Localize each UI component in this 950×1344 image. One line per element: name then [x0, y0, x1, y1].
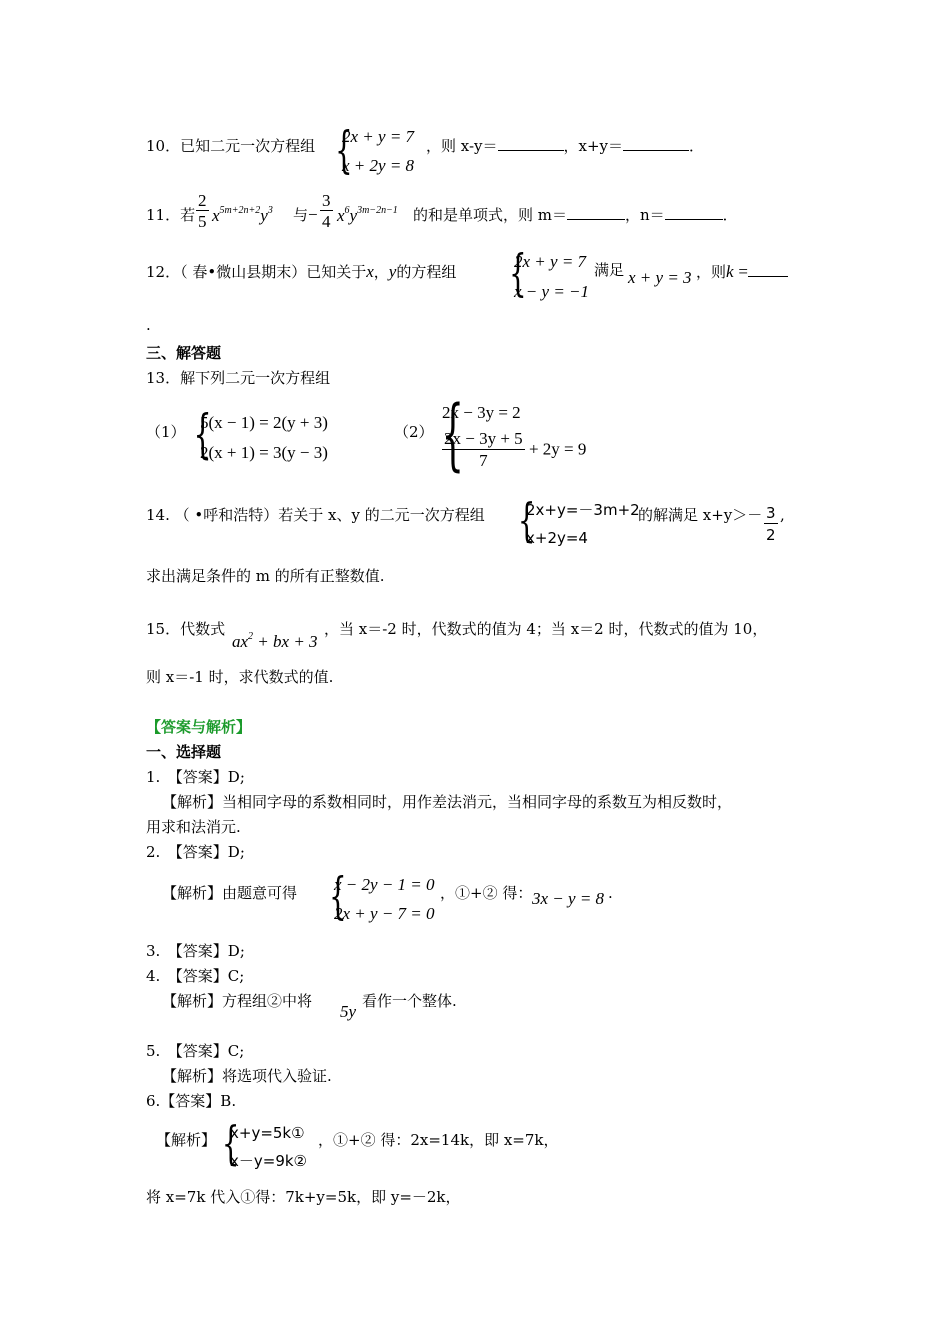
q14-frac-den: 2: [766, 526, 776, 544]
q11-line: [146, 208, 195, 223]
q14-fraction: [764, 503, 778, 546]
brace-icon: {: [441, 390, 464, 480]
a2-explanation-middle: ，①+② 得：: [440, 884, 533, 902]
q11-term2: [337, 206, 398, 224]
a4-answer: 4. 【答案】C;: [146, 967, 245, 985]
q11-term1: [212, 206, 273, 224]
q11-number: 11．: [146, 206, 181, 224]
q12-condition: x + y = 3: [628, 268, 692, 287]
q11-tail: [413, 208, 738, 223]
a4-explanation-prefix: 【解析】方程组②中将: [162, 992, 313, 1010]
q14-comma: ,: [780, 506, 785, 524]
q13-part2-fraction: [442, 429, 525, 472]
a5-answer: 5. 【答案】C;: [146, 1042, 245, 1060]
q11-t2-exp: 6: [344, 205, 350, 216]
q13-prompt: 13．解下列二元一次方程组: [146, 369, 331, 387]
q13-part1-eq1: 5(x − 1) = 2(y + 3): [200, 413, 328, 432]
q14-eq1: 2x+y=－3m+2: [526, 501, 640, 519]
a6-answer: 6.【答案】B.: [146, 1092, 237, 1110]
q11-frac1-den: 5: [198, 212, 207, 231]
a1-explanation-line2: 用求和法消元.: [146, 818, 241, 836]
q12-comma: ，: [373, 263, 389, 281]
q13-part2-rest: + 2y = 9: [528, 439, 587, 459]
q10-prompt: 已知二元一次方程组: [180, 137, 316, 155]
a6-explanation-prefix: 【解析】: [156, 1131, 217, 1149]
a2-answer: 2. 【答案】D;: [146, 843, 245, 861]
a2-period: .: [608, 884, 613, 902]
q12-text-satisfy: 满足: [594, 261, 625, 279]
q10-eq1: 2x + y = 7: [342, 127, 415, 146]
q11-t2-base: x: [337, 206, 345, 225]
q12-blank-k[interactable]: [748, 276, 788, 277]
q13-part2-frac-den: 7: [479, 451, 488, 470]
q11-prompt: 若: [180, 206, 196, 224]
q12-line: [146, 263, 456, 280]
q11-and: 与: [293, 206, 309, 224]
q10-period: ．: [689, 137, 705, 155]
q10-tail: [426, 139, 704, 154]
a6-eq1: x+y=5k①: [230, 1124, 305, 1142]
q12-text-then: ，则: [696, 263, 727, 281]
q12-tail: [594, 263, 624, 278]
a5-explanation: 【解析】将选项代入验证.: [162, 1067, 332, 1085]
brace-icon: {: [517, 493, 536, 547]
section-3-heading: 三、解答题: [146, 344, 222, 362]
q12-var-y: y: [388, 262, 397, 281]
q13-part1-eq2: 2(x + 1) = 3(y − 3): [200, 443, 328, 462]
q14-eq2: x+2y=4: [526, 529, 588, 547]
q14-condition-text: 的解满足 x+y＞－: [638, 506, 763, 524]
q10-blank-2[interactable]: [623, 150, 689, 151]
q10-number: 10．: [146, 137, 181, 155]
a4-expression: 5y: [340, 1002, 357, 1021]
q13-part2-eq1: 2x − 3y = 2: [442, 403, 521, 422]
q14-line2: 求出满足条件的 m 的所有正整数值.: [146, 567, 385, 585]
q10-text-xminusy: ，则 x-y＝: [426, 137, 498, 155]
brace-icon: {: [509, 244, 527, 302]
q11-frac2-den: 4: [322, 212, 331, 231]
q11-blank-n[interactable]: [665, 219, 723, 220]
a6-explanation-middle: ，①+② 得：2x=14k，即 x=7k，: [318, 1131, 559, 1149]
q12-equal-sign: =: [738, 262, 748, 281]
q11-text-m: 的和是单项式，则 m＝: [413, 206, 567, 224]
a1-explanation-line1: 【解析】当相同字母的系数相同时，用作差法消元，当相同字母的系数互为相反数时，: [162, 793, 733, 811]
q11-blank-m[interactable]: [567, 219, 625, 220]
answers-title: 【答案与解析】: [146, 718, 252, 736]
q10-blank-1[interactable]: [498, 150, 564, 151]
q12-eq1: 2x + y = 7: [514, 252, 587, 271]
brace-icon: {: [335, 121, 353, 179]
a2-explanation-prefix: 【解析】由题意可得: [162, 884, 298, 902]
q13-part2-label: （2）: [394, 423, 434, 441]
q12-eq2: x − y = −1: [514, 282, 590, 301]
q14-prompt: 14. （ •呼和浩特）若关于 x、y 的二元一次方程组: [146, 506, 485, 524]
q11-t2-y: y: [349, 206, 358, 225]
a4-explanation-end: 看作一个整体.: [362, 992, 457, 1010]
q11-text-n: ，n＝: [625, 206, 665, 224]
q13-part1-label: （1）: [146, 423, 186, 441]
q11-period: ．: [722, 206, 738, 224]
section-1-heading: 一、选择题: [146, 743, 222, 761]
q11-t1-exp: 5m+2n+2: [219, 205, 261, 216]
q15-prompt: 15．代数式: [146, 620, 226, 638]
q12-prompt: （ 春•微山县期末）已知关于: [180, 263, 367, 281]
a2-eq2: 2x + y − 7 = 0: [334, 904, 435, 923]
q11-minus: −: [308, 205, 318, 224]
a1-answer: 1. 【答案】D;: [146, 768, 245, 786]
q14-frac: [764, 503, 778, 546]
q15-text-values: ，当 x＝-2 时，代数式的值为 4；当 x＝2 时，代数式的值为 10，: [324, 620, 768, 638]
a2-eq1: x − 2y − 1 = 0: [334, 875, 435, 894]
q12-number: 12．: [146, 263, 181, 281]
q11-t1-yexp: 3: [267, 205, 273, 216]
q14-frac-num: 3: [766, 504, 776, 522]
q10-text-xplusy: ，x+y＝: [563, 137, 624, 155]
a6-eq2: x－y=9k②: [230, 1152, 307, 1170]
q11-t1-base: x: [212, 206, 220, 225]
brace-icon: {: [329, 867, 347, 925]
q12-var-k: k: [726, 262, 734, 281]
q12-prompt-2: 的方程组: [396, 263, 457, 281]
q11-frac1-num: 2: [198, 191, 207, 210]
q15-line2: 则 x＝-1 时，求代数式的值.: [146, 668, 334, 686]
a2-result: 3x − y = 8: [532, 889, 605, 908]
q15-expression: $ax^2$ + bx + 3: [232, 631, 318, 651]
q12-trailing-dot: .: [146, 316, 151, 334]
a6-line2: 将 x=7k 代入①得：7k+y=5k，即 y=－2k，: [146, 1188, 461, 1206]
q13-part2-eq2: [442, 429, 586, 472]
q11-fraction-2: [320, 192, 333, 233]
q11-frac2-num: 3: [322, 191, 331, 210]
q11-t1-y: y: [260, 206, 268, 225]
brace-icon: {: [221, 1116, 240, 1170]
q10-eq2: x + 2y = 8: [342, 156, 415, 175]
q13-part2-frac-num: 2x − 3y + 5: [444, 429, 523, 448]
q12-tail-2: [696, 263, 788, 280]
q10-line: [146, 139, 315, 154]
q11-t2-yexp: 3m−2n−1: [357, 205, 398, 216]
brace-icon: {: [193, 405, 212, 465]
a3-answer: 3. 【答案】D;: [146, 942, 245, 960]
q12-var-x: x: [366, 262, 374, 281]
q11-fraction-1: [196, 192, 209, 233]
